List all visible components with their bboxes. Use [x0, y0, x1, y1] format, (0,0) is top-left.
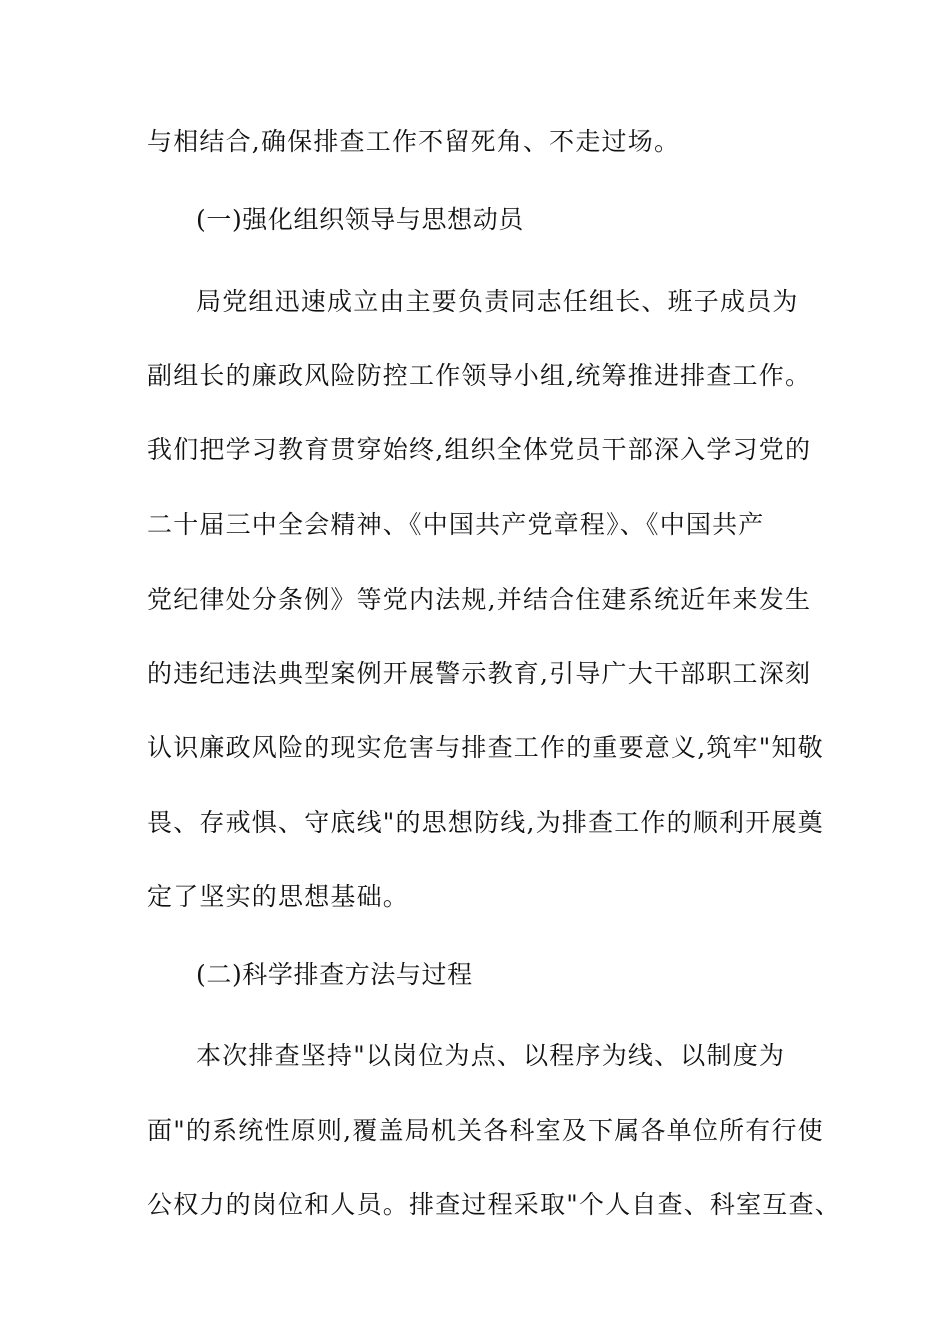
paragraph-line: 与相结合,确保排查工作不留死角、不走过场。	[147, 127, 681, 156]
paragraph-line: 二十届三中全会精神、《中国共产党章程》、《中国共产	[147, 510, 765, 539]
paragraph-line: 认识廉政风险的现实危害与排查工作的重要意义,筑牢"知敬	[147, 733, 824, 762]
paragraph-line: 定了坚实的思想基础。	[147, 882, 410, 911]
section-heading-1: (一)强化组织领导与思想动员	[196, 205, 524, 234]
paragraph-line: 党纪律处分条例》等党内法规,并结合住建系统近年来发生	[147, 585, 812, 614]
paragraph-line: 面"的系统性原则,覆盖局机关各科室及下属各单位所有行使	[147, 1116, 824, 1145]
paragraph-line: 畏、存戒惧、守底线"的思想防线,为排查工作的顺利开展奠	[147, 808, 824, 837]
paragraph-line: 公权力的岗位和人员。排查过程采取"个人自查、科室互查、	[147, 1190, 841, 1219]
paragraph-line: 我们把学习教育贯穿始终,组织全体党员干部深入学习党的	[147, 435, 812, 464]
paragraph-line: 本次排查坚持"以岗位为点、以程序为线、以制度为	[196, 1041, 786, 1070]
section-heading-2: (二)科学排查方法与过程	[196, 960, 473, 989]
paragraph-line: 局党组迅速成立由主要负责同志任组长、班子成员为	[196, 287, 799, 316]
paragraph-line: 的违纪违法典型案例开展警示教育,引导广大干部职工深刻	[147, 659, 812, 688]
paragraph-line: 副组长的廉政风险防控工作领导小组,统筹推进排查工作。	[147, 361, 812, 390]
